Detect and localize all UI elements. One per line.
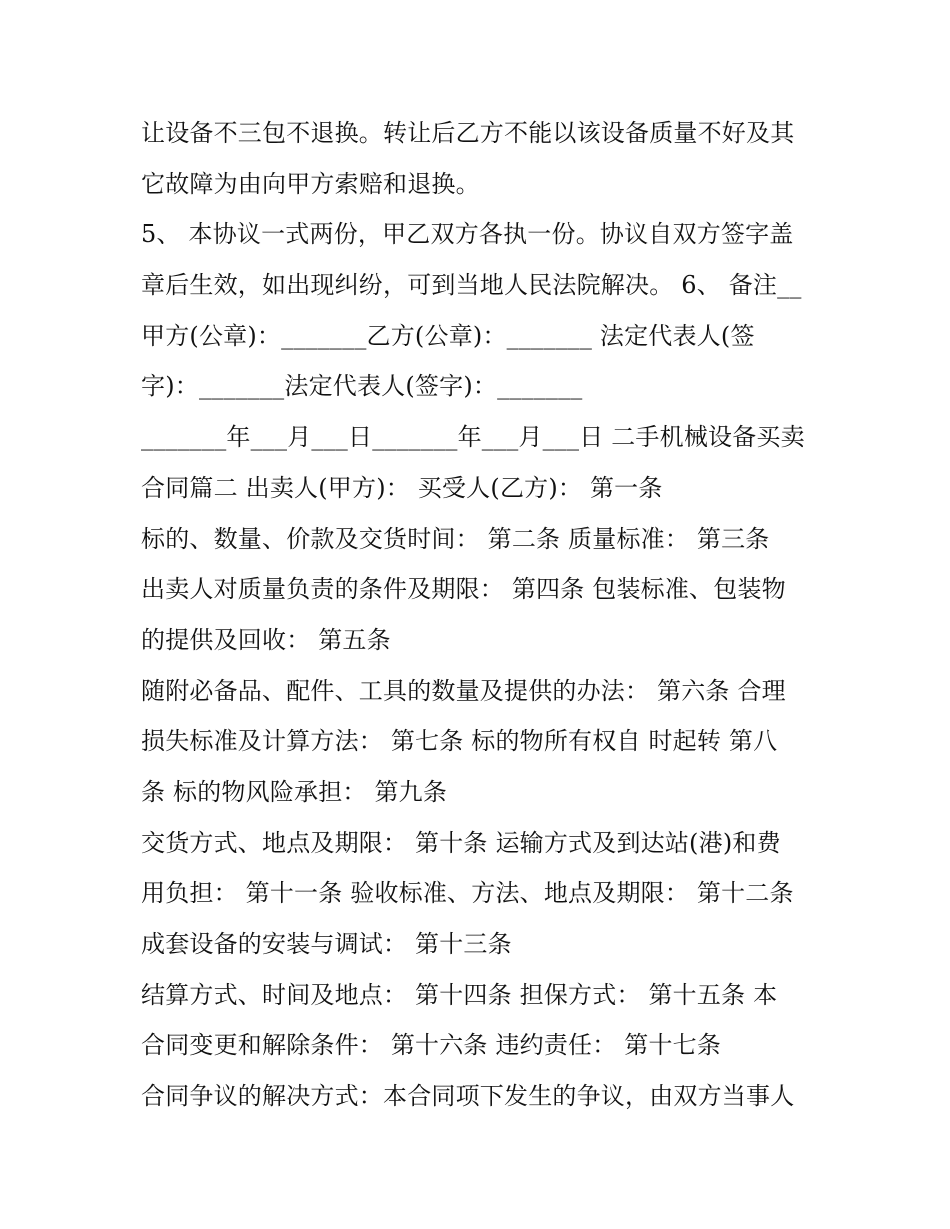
- text-line: 合同争议的解决方式：本合同项下发生的争议，由双方当事人: [141, 1082, 795, 1111]
- text-line: 用负担： 第十一条 验收标准、方法、地点及期限： 第十二条: [141, 879, 794, 908]
- text-line: 交货方式、地点及期限： 第十条 运输方式及到达站(港)和费: [141, 828, 781, 857]
- text-line: 合同变更和解除条件： 第十六条 违约责任： 第十七条: [141, 1031, 722, 1060]
- text-line: 随附必备品、配件、工具的数量及提供的办法： 第六条 合理: [141, 676, 786, 705]
- text-line: 让设备不三包不退换。转让后乙方不能以该设备质量不好及其: [141, 119, 795, 147]
- text-line: 结算方式、时间及地点： 第十四条 担保方式： 第十五条 本: [141, 980, 778, 1009]
- document-body: [141, 108, 821, 1122]
- text-line: _______年___月___日_______年___月___日 二手机械设备买卖: [141, 423, 805, 452]
- text-line: 甲方(公章)：_______乙方(公章)：_______ 法定代表人(签: [141, 321, 755, 350]
- text-line: 字)：_______法定代表人(签字)：_______: [141, 372, 583, 401]
- text-line: 章后生效，如出现纠纷，可到当地人民法院解决。 6、 备注__: [141, 271, 802, 300]
- text-line: 条 标的物风险承担： 第九条: [141, 777, 448, 806]
- text-line: 标的、数量、价款及交货时间： 第二条 质量标准： 第三条: [141, 524, 770, 553]
- text-line: 出卖人对质量负责的条件及期限： 第四条 包装标准、包装物: [141, 575, 786, 604]
- text-line: 5、 本协议一式两份，甲乙双方各执一份。协议自双方签字盖: [141, 220, 794, 249]
- text-line: 的提供及回收： 第五条: [141, 625, 391, 654]
- text-line: 损失标准及计算方法： 第七条 标的物所有权自 时起转 第八: [141, 727, 778, 756]
- text-line: 合同篇二 出卖人(甲方)： 买受人(乙方)： 第一条: [141, 473, 663, 502]
- text-line: 它故障为由向甲方索赔和退换。: [141, 169, 480, 198]
- text-line: 成套设备的安装与调试： 第十三条: [141, 930, 512, 958]
